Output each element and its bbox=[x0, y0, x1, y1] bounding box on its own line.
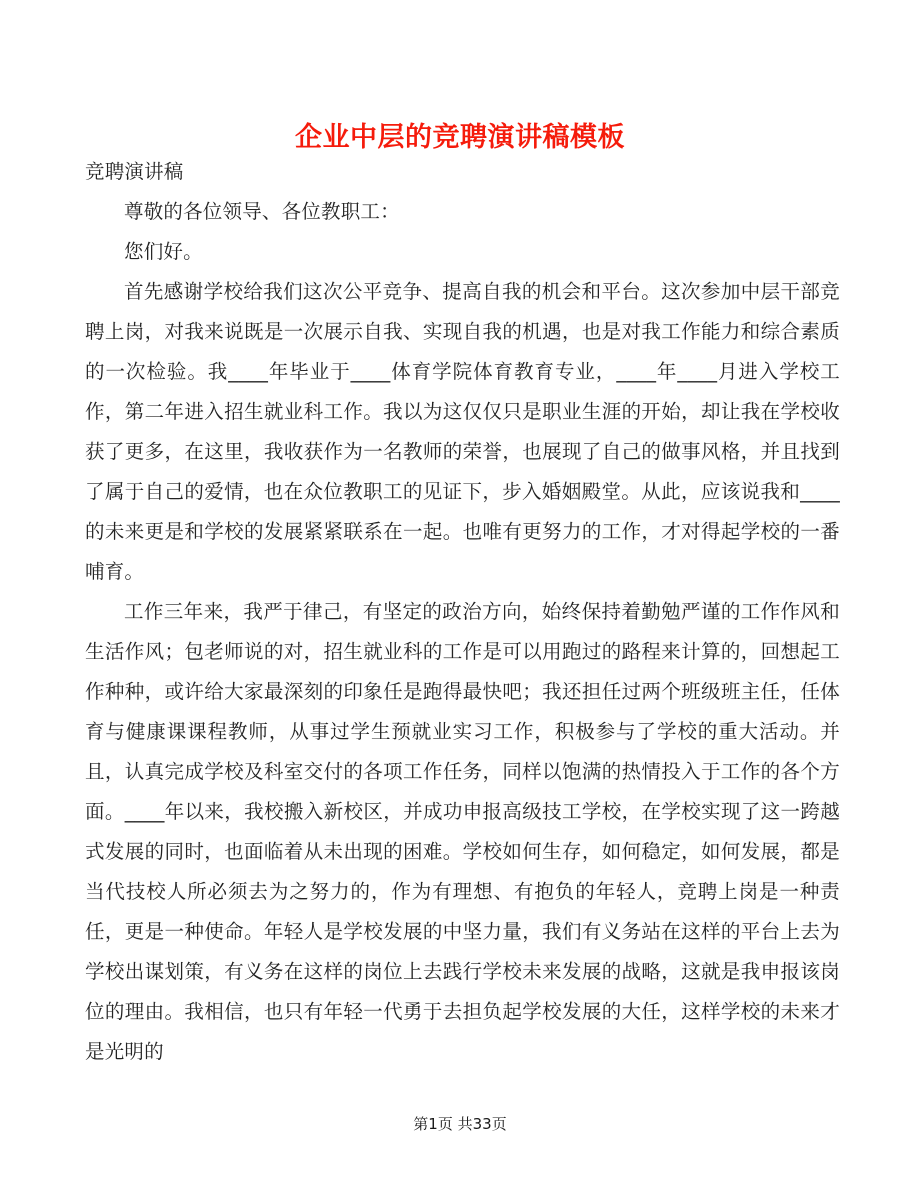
body-paragraph-2: 工作三年来，我严于律己，有坚定的政治方向，始终保持着勤勉严谨的工作作风和生活作风；包老师说的对，招生就业科的工作是可以用跑过的路程来计算的，回想起工作种种，或许给大家最深刻的印象任是跑得最快吧；我还担任过两个班级班主任，任体育与健康课课程教师，从事过学生预就业实习工作，积极参与了学校的重大活动。并且，认真完成学校及科室交付的各项工作任务，同样以饱满的热情投入于工作的各个方面。____年以来，我校搬入新校区，并成功申报高级技工学校，在学校实现了这一跨越式发展的同时，也面临着从未出现的困难。学校如何生存，如何稳定，如何发展，都是当代技校人所必须去为之努力的，作为有理想、有抱负的年轻人，竞聘上岗是一种责任，更是一种使命。年轻人是学校发展的中坚力量，我们有义务站在这样的平台上去为学校出谋划策，有义务在这样的岗位上去践行学校未来发展的战略，这就是我申报该岗位的理由。我相信，也只有年轻一代勇于去担负起学校发展的大任，这样学校的未来才是光明的 bbox=[85, 600, 840, 1063]
heading-line-3: 您们好。 bbox=[124, 240, 203, 263]
heading-line-1: 竞聘演讲稿 bbox=[85, 160, 184, 183]
heading-line-2: 尊敬的各位领导、各位教职工： bbox=[124, 200, 400, 223]
page-title: 企业中层的竞聘演讲稿模板 bbox=[295, 122, 625, 154]
page-footer: 第1页 共33页 bbox=[413, 1115, 507, 1133]
body-paragraph-1: 首先感谢学校给我们这次公平竞争、提高自我的机会和平台。这次参加中层干部竞聘上岗，对我来说既是一次展示自我、实现自我的机遇，也是对我工作能力和综合素质的一次检验。我____年毕业于____体育学院体育教育专业，____年____月进入学校工作，第二年进入招生就业科工作。我以为这仅仅只是职业生涯的开始，却让我在学校收获了更多，在这里，我收获作为一名教师的荣誉，也展现了自己的做事风格，并且找到了属于自己的爱情，也在众位教职工的见证下，步入婚姻殿堂。从此，应该说我和____的未来更是和学校的发展紧紧联系在一起。也唯有更努力的工作，才对得起学校的一番哺育。 bbox=[85, 280, 840, 583]
document-body bbox=[85, 152, 840, 1072]
